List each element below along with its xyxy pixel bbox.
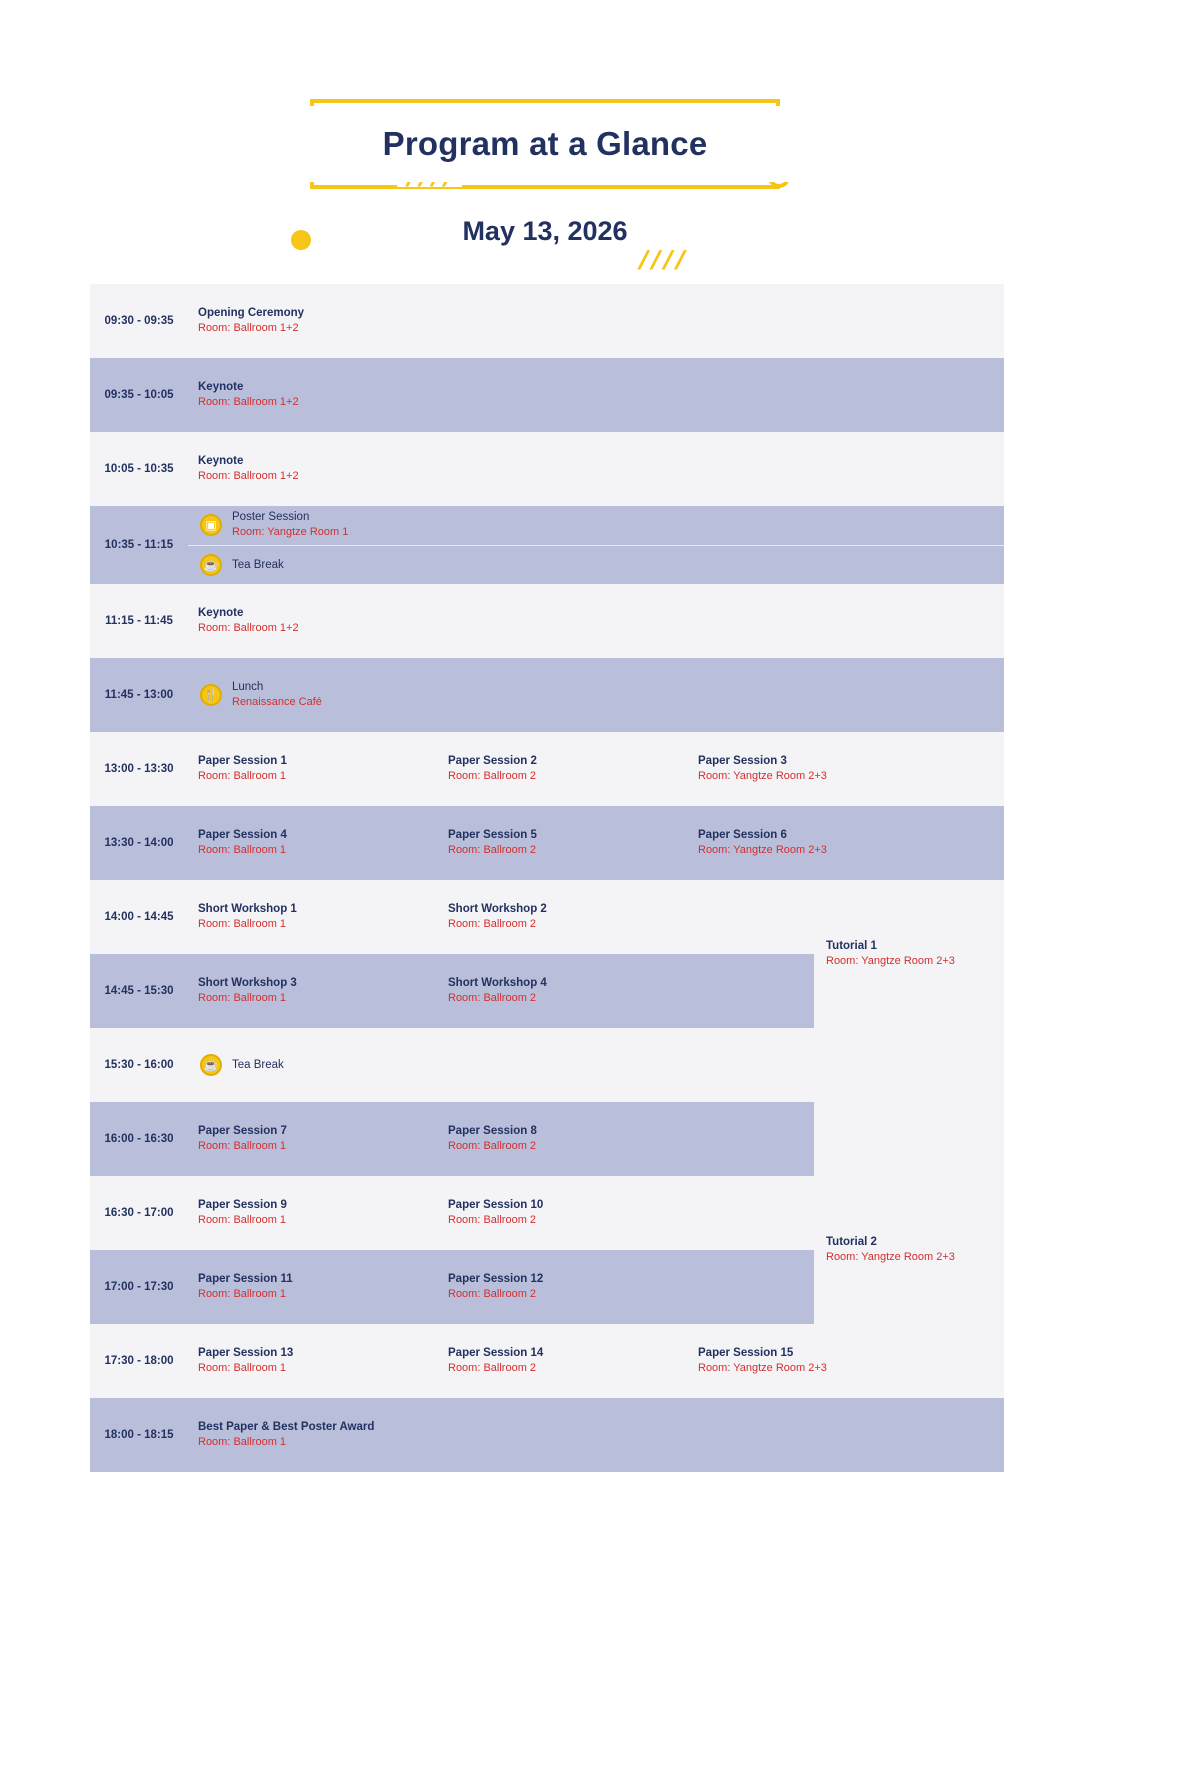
session-room: Room: Ballroom 1	[198, 1140, 287, 1152]
schedule-row	[90, 1028, 1004, 1102]
session-title: Paper Session 1	[198, 755, 287, 767]
session-cell[interactable]	[188, 658, 1004, 732]
time-slot: 11:15 - 11:45	[105, 615, 173, 627]
session-title: Best Paper & Best Poster Award	[198, 1421, 375, 1433]
session-room: Room: Ballroom 1	[198, 770, 287, 782]
session-title: Paper Session 14	[448, 1347, 544, 1359]
session-room: Room: Ballroom 1	[198, 992, 287, 1004]
session-room: Room: Ballroom 1+2	[198, 322, 299, 334]
row-body	[188, 432, 1004, 506]
session-title: Paper Session 5	[448, 829, 537, 841]
time-slot: 17:00 - 17:30	[104, 1281, 174, 1293]
row-body	[188, 506, 1004, 584]
session-room: Room: Ballroom 2	[448, 992, 537, 1004]
session-room: Room: Ballroom 1	[198, 1436, 287, 1448]
session-title: Opening Ceremony	[198, 307, 305, 319]
time-slot: 15:30 - 16:00	[104, 1059, 174, 1071]
title-banner	[0, 72, 1200, 275]
session-title: Keynote	[198, 607, 244, 619]
schedule-row	[90, 732, 1004, 806]
row-body	[188, 732, 1004, 806]
row-body	[188, 358, 1004, 432]
session-cell[interactable]	[438, 1102, 688, 1176]
session-room: Room: Ballroom 2	[448, 918, 537, 930]
session-title: Paper Session 8	[448, 1125, 537, 1137]
session-room: Room: Ballroom 1	[198, 1214, 287, 1226]
session-room: Room: Yangtze Room 1	[232, 526, 349, 539]
page-date: May 13, 2026	[462, 216, 628, 246]
session-room: Room: Yangtze Room 2+3	[826, 955, 955, 967]
session-room: Room: Ballroom 1	[198, 1362, 287, 1374]
session-room: Room: Yangtze Room 2+3	[698, 770, 827, 782]
time-slot: 13:00 - 13:30	[104, 763, 174, 775]
session-cell[interactable]	[188, 732, 438, 806]
session-cell[interactable]	[688, 1324, 938, 1398]
session-cell[interactable]	[188, 1398, 1004, 1472]
session-cell[interactable]	[188, 510, 1004, 540]
session-title: Paper Session 2	[448, 755, 537, 767]
session-cell[interactable]	[438, 806, 688, 880]
time-slot: 09:35 - 10:05	[104, 389, 174, 401]
session-title: Paper Session 12	[448, 1273, 544, 1285]
session-cell[interactable]	[438, 1176, 688, 1250]
session-title: Paper Session 6	[698, 829, 787, 841]
session-cell[interactable]	[188, 584, 1004, 658]
session-title: Keynote	[198, 455, 244, 467]
session-room: Room: Ballroom 2	[448, 1362, 537, 1374]
session-room: Renaissance Café	[232, 696, 322, 708]
time-slot: 09:30 - 09:35	[104, 315, 174, 327]
session-room: Room: Ballroom 1+2	[198, 396, 299, 408]
session-title: Short Workshop 1	[198, 903, 297, 915]
session-room: Room: Ballroom 1+2	[198, 470, 299, 482]
session-room: Room: Yangtze Room 2+3	[698, 844, 827, 856]
session-title: Short Workshop 3	[198, 977, 297, 989]
time-slot: 18:00 - 18:15	[104, 1429, 174, 1441]
session-room: Room: Ballroom 1	[198, 844, 287, 856]
row-body	[188, 1324, 1004, 1398]
session-room: Room: Ballroom 1	[198, 918, 287, 930]
schedule-row	[90, 506, 1004, 584]
page-title: Program at a Glance	[296, 106, 794, 182]
schedule-row	[90, 658, 1004, 732]
schedule-row	[90, 1398, 1004, 1472]
row-body	[188, 1398, 1004, 1472]
session-title: Tea Break	[232, 1059, 284, 1071]
session-cell[interactable]	[188, 358, 1004, 432]
session-cell[interactable]	[438, 954, 688, 1028]
session-cell[interactable]	[188, 1028, 1004, 1102]
empty-cell-1600	[814, 1102, 1004, 1176]
session-cell[interactable]	[438, 880, 688, 954]
session-cell[interactable]	[188, 954, 438, 1028]
session-title: Paper Session 7	[198, 1125, 287, 1137]
session-room: Room: Ballroom 1	[198, 1288, 287, 1300]
session-title: Tutorial 2	[826, 1236, 877, 1248]
session-title: Tea Break	[232, 558, 284, 571]
row-body	[188, 284, 1004, 358]
session-room: Room: Yangtze Room 2+3	[826, 1251, 955, 1263]
session-cell[interactable]	[188, 284, 1004, 358]
session-title: Paper Session 15	[698, 1347, 794, 1359]
poster-icon: ▣	[200, 514, 222, 536]
session-title: Short Workshop 4	[448, 977, 547, 989]
session-room: Room: Ballroom 2	[448, 1288, 537, 1300]
schedule-row	[90, 584, 1004, 658]
time-slot: 10:05 - 10:35	[104, 463, 174, 475]
session-room: Room: Yangtze Room 2+3	[698, 1362, 827, 1374]
schedule-row	[90, 358, 1004, 432]
session-room: Room: Ballroom 2	[448, 844, 537, 856]
divider	[188, 545, 1004, 546]
session-cell[interactable]	[188, 1176, 438, 1250]
row-body	[188, 584, 1004, 658]
session-cell[interactable]	[188, 554, 1004, 576]
session-cell[interactable]	[688, 806, 938, 880]
session-cell[interactable]	[188, 806, 438, 880]
session-title: Paper Session 11	[198, 1273, 293, 1285]
row-body	[188, 658, 1004, 732]
session-title: Paper Session 10	[448, 1199, 544, 1211]
row-body	[188, 1028, 1004, 1102]
session-title: Paper Session 9	[198, 1199, 287, 1211]
banner-slashes-bottom: ////	[629, 250, 700, 270]
session-cell[interactable]	[188, 1250, 438, 1324]
session-cell[interactable]	[188, 1324, 438, 1398]
session-cell[interactable]	[188, 880, 438, 954]
session-cell[interactable]	[688, 732, 938, 806]
session-title: Keynote	[198, 381, 244, 393]
time-slot: 10:35 - 11:15	[104, 539, 174, 551]
session-title: Short Workshop 2	[448, 903, 547, 915]
schedule-row	[90, 432, 1004, 506]
time-slot: 11:45 - 13:00	[104, 689, 174, 701]
time-slot: 16:00 - 16:30	[104, 1133, 174, 1145]
tea-cup-icon: ☕	[200, 1054, 222, 1076]
session-cell[interactable]	[188, 432, 1004, 506]
row-body	[188, 806, 1004, 880]
session-title: Paper Session 3	[698, 755, 787, 767]
session-title: Paper Session 4	[198, 829, 287, 841]
time-slot: 16:30 - 17:00	[104, 1207, 174, 1219]
session-room: Room: Ballroom 2	[448, 1214, 537, 1226]
schedule-row	[90, 284, 1004, 358]
session-cell[interactable]	[438, 732, 688, 806]
schedule-row	[90, 1324, 1004, 1398]
schedule-row	[90, 806, 1004, 880]
time-slot: 14:45 - 15:30	[104, 985, 174, 997]
session-cell[interactable]	[188, 1102, 438, 1176]
session-title: Tutorial 1	[826, 940, 877, 952]
time-slot: 13:30 - 14:00	[104, 837, 174, 849]
session-cell[interactable]	[438, 1250, 688, 1324]
session-title: Poster Session	[232, 511, 310, 524]
schedule-table	[90, 284, 1004, 1472]
session-title: Paper Session 13	[198, 1347, 294, 1359]
session-room: Room: Ballroom 2	[448, 770, 537, 782]
session-cell[interactable]	[438, 1324, 688, 1398]
tutorial-1-cell[interactable]	[814, 880, 1004, 1028]
cutlery-icon: 🍴	[200, 684, 222, 706]
session-room: Room: Ballroom 2	[448, 1140, 537, 1152]
tea-cup-icon: ☕	[200, 554, 222, 576]
time-slot: 17:30 - 18:00	[104, 1355, 174, 1367]
session-title: Lunch	[232, 681, 264, 693]
time-slot: 14:00 - 14:45	[104, 911, 174, 923]
session-room: Room: Ballroom 1+2	[198, 622, 299, 634]
tutorial-2-cell[interactable]	[814, 1176, 1004, 1324]
